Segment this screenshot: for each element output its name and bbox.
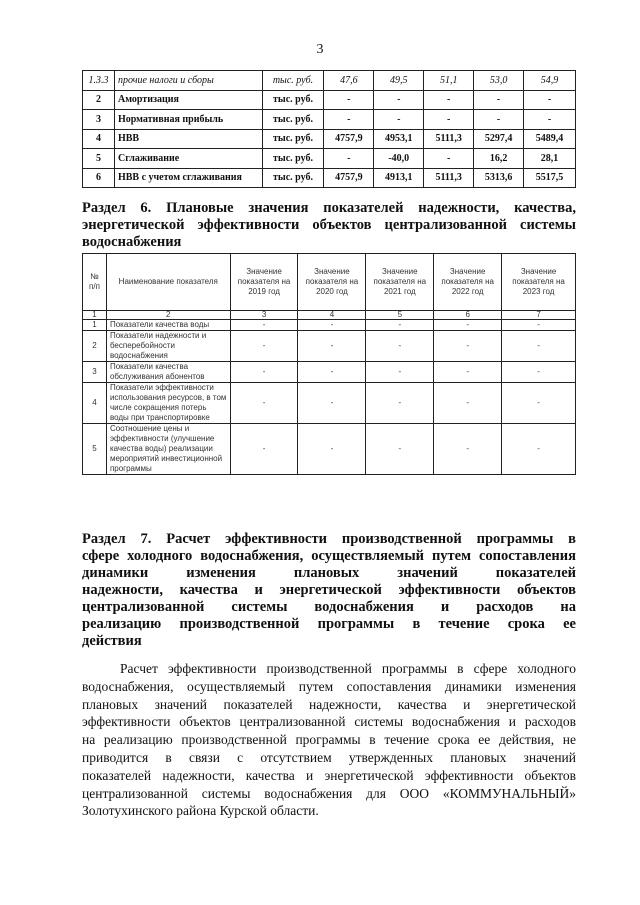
row-number: 2 [83, 331, 107, 362]
heading-line: сфере холодного водоснабжения, осуществляемый путем сопоставления [82, 548, 576, 564]
indicator-value: - [298, 320, 366, 331]
indicator-value: - [502, 383, 576, 424]
table-cell: 51,1 [424, 71, 474, 91]
table-row [83, 71, 576, 91]
table-cell: тыс. руб. [262, 149, 324, 169]
table-cell: 5111,3 [424, 168, 474, 188]
paragraph-line: эффективности объектов централизованной системы водоснабжения и расходов [82, 714, 576, 730]
section-6-heading [82, 200, 576, 251]
table-cell: 1.3.3 [83, 71, 115, 91]
table-cell: 53,0 [474, 71, 524, 91]
table-cell: НВВ [114, 129, 262, 149]
table-cell: 49,5 [374, 71, 424, 91]
table-cell: - [374, 110, 424, 130]
column-number: 2 [106, 311, 230, 320]
indicator-value: - [434, 362, 502, 383]
col-header-name: Наименование показателя [106, 254, 230, 311]
table-cell: - [524, 110, 576, 130]
indicator-name: Показатели качества обслуживания абонентов [106, 362, 230, 383]
paragraph-line: Золотухинского района Курской области. [82, 803, 319, 819]
table-cell: тыс. руб. [262, 71, 324, 91]
table-cell: 4 [83, 129, 115, 149]
indicator-value: - [502, 331, 576, 362]
table-cell: 54,9 [524, 71, 576, 91]
heading-line: водоснабжения [82, 234, 182, 250]
indicator-value: - [298, 424, 366, 475]
column-number: 3 [230, 311, 298, 320]
table-cell: 47,6 [324, 71, 374, 91]
section-7-heading [82, 531, 576, 650]
table-cell: 4757,9 [324, 129, 374, 149]
table-cell: 5489,4 [524, 129, 576, 149]
heading-line: централизованной системы водоснабжения и расходов на [82, 599, 576, 615]
column-number: 6 [434, 311, 502, 320]
indicator-value: - [434, 383, 502, 424]
indicator-value: - [502, 320, 576, 331]
heading-line: динамики изменения плановых значений показателей [82, 565, 576, 581]
indicator-value: - [230, 383, 298, 424]
page-number: 3 [316, 42, 324, 57]
indicator-name: Соотношение цены и эффективности (улучшение качества воды) реализации мероприятий инвестиционной программы [106, 424, 230, 475]
table-row [83, 331, 576, 362]
indicator-value: - [502, 424, 576, 475]
table-row [83, 168, 576, 188]
indicators-table [82, 253, 576, 475]
col-header-2023: Значение показателя на 2023 год [502, 254, 576, 311]
row-number: 5 [83, 424, 107, 475]
table-row [83, 320, 576, 331]
table-cell: 4953,1 [374, 129, 424, 149]
indicator-value: - [366, 331, 434, 362]
table-cell: -40,0 [374, 149, 424, 169]
paragraph-line: централизованной системы водоснабжения для ООО «КОММУНАЛЬНЫЙ» [82, 785, 576, 801]
row-number: 3 [83, 362, 107, 383]
heading-line: Раздел 7. Расчет эффективности производственной программы в [82, 531, 576, 547]
indicator-name: Показатели эффективности использования ресурсов, в том числе сокращения потерь воды при транспортировке [106, 383, 230, 424]
heading-line: реализацию производственной программы в течение срока ее [82, 616, 576, 632]
table-cell: 16,2 [474, 149, 524, 169]
indicator-value: - [230, 320, 298, 331]
table-header-row [83, 254, 576, 311]
indicator-value: - [502, 362, 576, 383]
table-row [83, 424, 576, 475]
heading-line: действия [82, 633, 142, 649]
indicator-name: Показатели надежности и бесперебойности водоснабжения [106, 331, 230, 362]
indicator-value: - [366, 424, 434, 475]
table-cell: - [424, 90, 474, 110]
table-row [83, 90, 576, 110]
heading-line: надежности, качества и энергетической эффективности объектов [82, 582, 576, 598]
indicator-value: - [434, 320, 502, 331]
table-row [83, 362, 576, 383]
paragraph-line: на реализацию производственной программы в течение срока ее действия, не [82, 732, 576, 748]
table-row [83, 129, 576, 149]
paragraph-line: плановых значений показателей надежности, качества и энергетической [82, 696, 576, 712]
indicator-value: - [298, 331, 366, 362]
paragraph-line: водоснабжения, осуществляемый путем сопоставления динамики изменения [82, 678, 576, 694]
row-number: 1 [83, 320, 107, 331]
indicator-value: - [366, 320, 434, 331]
table-cell: - [324, 149, 374, 169]
column-number-row [83, 311, 576, 320]
table-cell: - [474, 110, 524, 130]
table-cell: тыс. руб. [262, 110, 324, 130]
table-cell: 5313,6 [474, 168, 524, 188]
indicator-value: - [230, 424, 298, 475]
indicator-name: Показатели качества воды [106, 320, 230, 331]
indicator-value: - [434, 424, 502, 475]
table-cell: 4757,9 [324, 168, 374, 188]
column-number: 1 [83, 311, 107, 320]
table-cell: 28,1 [524, 149, 576, 169]
indicator-value: - [298, 362, 366, 383]
paragraph-line: показателей надежности, качества и энергетической эффективности объектов [82, 767, 576, 783]
column-number: 5 [366, 311, 434, 320]
indicator-value: - [230, 362, 298, 383]
table-cell: 2 [83, 90, 115, 110]
table-cell: 4913,1 [374, 168, 424, 188]
table-cell: - [524, 90, 576, 110]
table-cell: - [474, 90, 524, 110]
table-cell: 5 [83, 149, 115, 169]
table-cell: тыс. руб. [262, 168, 324, 188]
table-cell: НВВ с учетом сглаживания [114, 168, 262, 188]
table-cell: 5517,5 [524, 168, 576, 188]
column-number: 4 [298, 311, 366, 320]
table-cell: - [424, 110, 474, 130]
table-cell: - [324, 110, 374, 130]
table-cell: - [424, 149, 474, 169]
cost-table [82, 70, 576, 188]
indicator-value: - [366, 383, 434, 424]
heading-line: Раздел 6. Плановые значения показателей надежности, качества, [82, 200, 576, 216]
paragraph-line: приводится в связи с отсутствием утвержденных плановых значений [82, 749, 576, 765]
indicator-value: - [434, 331, 502, 362]
table-cell: прочие налоги и сборы [114, 71, 262, 91]
table-cell: тыс. руб. [262, 90, 324, 110]
table-cell: Нормативная прибыль [114, 110, 262, 130]
column-number: 7 [502, 311, 576, 320]
row-number: 4 [83, 383, 107, 424]
col-header-num: № п/п [83, 254, 107, 311]
table-cell: Сглаживание [114, 149, 262, 169]
paragraph-line: Расчет эффективности производственной программы в сфере холодного [120, 661, 576, 676]
table-cell: - [374, 90, 424, 110]
table-cell: 3 [83, 110, 115, 130]
body-paragraph [82, 660, 576, 820]
table-cell: 5111,3 [424, 129, 474, 149]
indicator-value: - [230, 331, 298, 362]
table-cell: 5297,4 [474, 129, 524, 149]
indicator-value: - [366, 362, 434, 383]
table-cell: 6 [83, 168, 115, 188]
col-header-2021: Значение показателя на 2021 год [366, 254, 434, 311]
col-header-2019: Значение показателя на 2019 год [230, 254, 298, 311]
table-cell: - [324, 90, 374, 110]
table-row [83, 149, 576, 169]
table-row [83, 110, 576, 130]
indicator-value: - [298, 383, 366, 424]
table-row [83, 383, 576, 424]
heading-line: энергетической эффективности объектов централизованной системы [82, 217, 576, 233]
col-header-2020: Значение показателя на 2020 год [298, 254, 366, 311]
col-header-2022: Значение показателя на 2022 год [434, 254, 502, 311]
table-cell: Амортизация [114, 90, 262, 110]
table-cell: тыс. руб. [262, 129, 324, 149]
